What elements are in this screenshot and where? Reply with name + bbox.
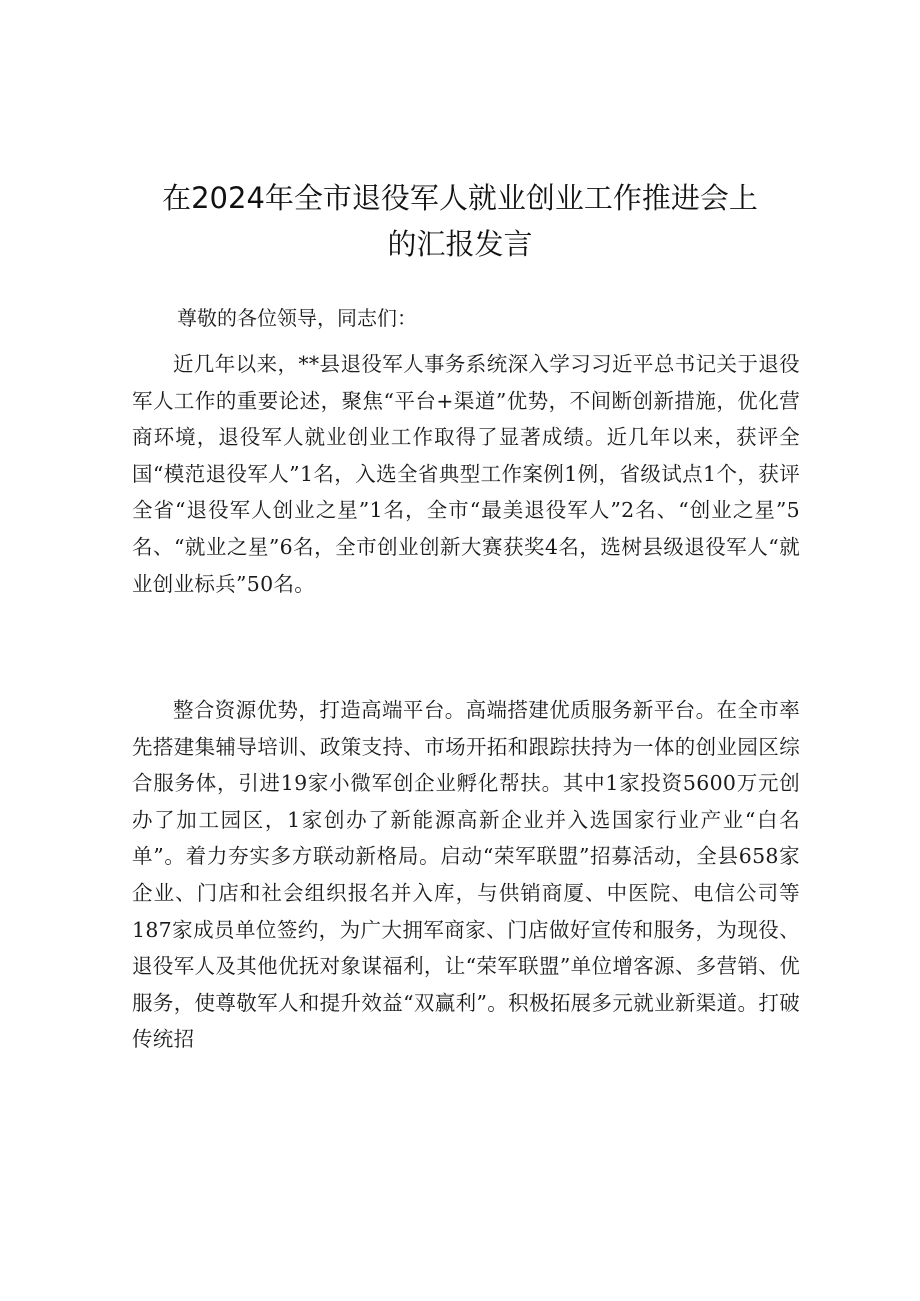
document-title — [120, 175, 800, 267]
title-line-1: 在2024年全市退役军人就业创业工作推进会上 — [162, 181, 758, 215]
title-line-2: 的汇报发言 — [387, 227, 533, 261]
salutation: 尊敬的各位领导，同志们： — [177, 306, 417, 330]
paragraph-1: 近几年以来，**县退役军人事务系统深入学习习近平总书记关于退役军人工作的重要论述，聚焦“平台+渠道”优势，不间断创新措施，优化营商环境，退役军人就业创业工作取得了显著成绩。近几年以来，获评全国“模范退役军人”1名，入选全省典型工作案例1例，省级试点1个，获评全省“退役军人创业之星”1名，全市“最美退役军人”2名、“创业之星”5名、“就业之星”6名，全市创业创新大赛获奖4名，选树县级退役军人“就业创业标兵”50名。 — [132, 352, 800, 596]
paragraph-2: 整合资源优势，打造高端平台。高端搭建优质服务新平台。在全市率先搭建集辅导培训、政策支持、市场开拓和跟踪扶持为一体的创业园区综合服务体，引进19家小微军创企业孵化帮扶。其中1家投资5600万元创办了加工园区，1家创办了新能源高新企业并入选国家行业产业“白名单”。着力夯实多方联动新格局。启动“荣军联盟”招募活动，全县658家企业、门店和社会组织报名并入库，与供销商厦、中医院、电信公司等187家成员单位签约，为广大拥军商家、门店做好宣传和服务，为现役、退役军人及其他优抚对象谋福利，让“荣军联盟”单位增客源、多营销、优服务，使尊敬军人和提升效益“双赢利”。积极拓展多元就业新渠道。打破传统招 — [132, 698, 800, 1052]
